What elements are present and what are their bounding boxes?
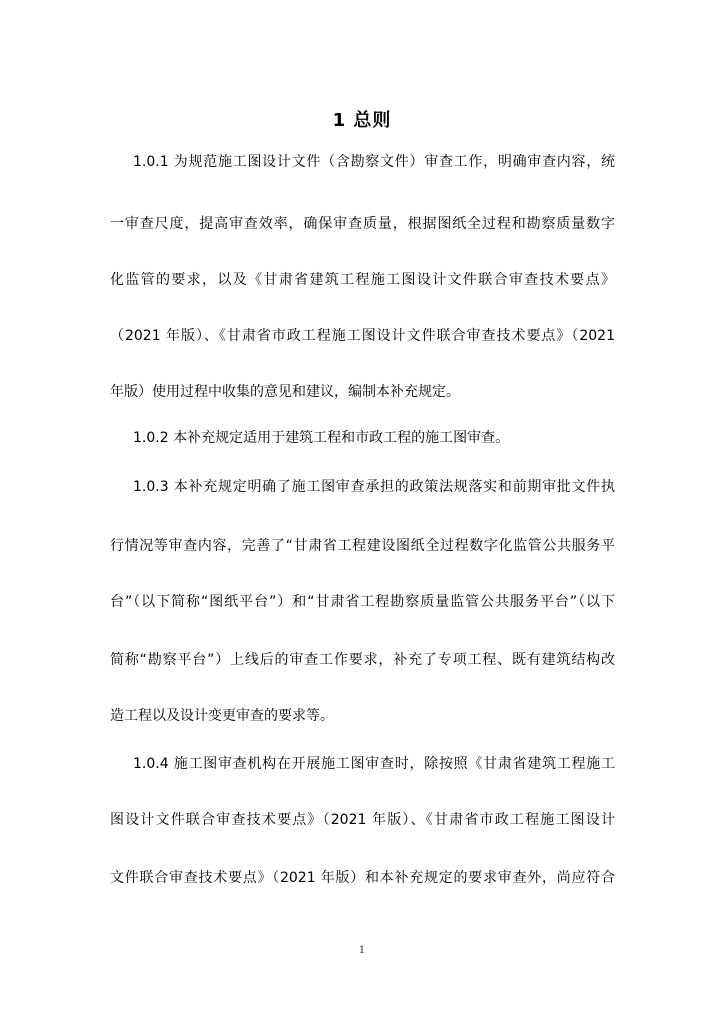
clause-1-0-1-line-5: 年版）使用过程中收集的意见和建议，编制本补充规定。 <box>110 384 460 400</box>
clause-1-0-1-line-3: 化监管的要求，以及《甘肃省建筑工程施工图设计文件联合审查技术要点》 <box>110 272 615 288</box>
clause-1-0-3-line-5: 造工程以及设计变更审查的要求等。 <box>110 708 334 724</box>
page-number: 1 <box>358 945 366 956</box>
clause-1-0-3-line-4: 简称“勘察平台”）上线后的审查工作要求，补充了专项工程、既有建筑结构改 <box>110 652 615 668</box>
clause-1-0-3-line-1: 1.0.3 本补充规定明确了施工图审查承担的政策法规落实和前期审批文件执 <box>133 479 615 495</box>
clause-1-0-2-line-1: 1.0.2 本补充规定适用于建筑工程和市政工程的施工图审查。 <box>133 430 510 446</box>
clause-1-0-4-line-2: 图设计文件联合审查技术要点》（2021 年版）、《甘肃省市政工程施工图设计 <box>110 812 615 828</box>
clause-1-0-4-line-3: 文件联合审查技术要点》（2021 年版）和本补充规定的要求审查外，尚应符合 <box>110 870 615 886</box>
clause-1-0-1-line-2: 一审查尺度，提高审查效率，确保审查质量，根据图纸全过程和勘察质量数字 <box>110 216 615 232</box>
clause-1-0-1-line-4: （2021 年版）、《甘肃省市政工程施工图设计文件联合审查技术要点》（2021 <box>110 328 615 344</box>
section-title: 1 总则 <box>332 110 392 131</box>
clause-1-0-3-line-2: 行情况等审查内容，完善了“甘肃省工程建设图纸全过程数字化监管公共服务平 <box>110 538 615 554</box>
clause-1-0-3-line-3: 台”（以下简称“图纸平台”）和“甘肃省工程勘察质量监管公共服务平台”（以下 <box>110 594 615 610</box>
clause-1-0-4-line-1: 1.0.4 施工图审查机构在开展施工图审查时，除按照《甘肃省建筑工程施工 <box>133 756 615 772</box>
clause-1-0-1-line-1: 1.0.1 为规范施工图设计文件（含勘察文件）审查工作，明确审查内容，统 <box>133 154 615 170</box>
